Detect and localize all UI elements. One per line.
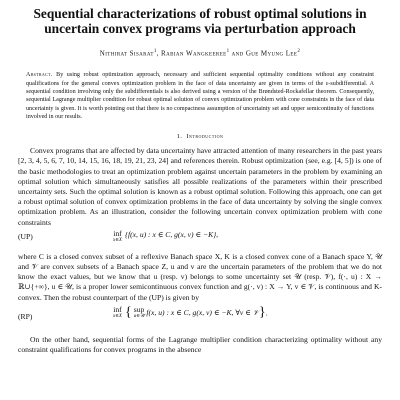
equation-up [18, 230, 382, 250]
author-3: Gue Myung Lee [245, 49, 298, 58]
paper-page [18, 6, 382, 355]
equation-up-inf: inf x∈X [113, 228, 122, 243]
abstract-label: Abstract. [26, 72, 53, 79]
equation-rp-body: inf x∈X { sup u∈𝒰 f(x, u) : x ∈ C, g(x, v) ∈ −K, ∀v ∈ 𝒱}. [113, 304, 268, 320]
author-2-affiliation: 1 [226, 49, 230, 54]
section-title: Introduction [186, 133, 224, 141]
right-brace: } [259, 304, 266, 320]
intro-paragraph-2: where C is a closed convex subset of a reflexive Banach space X, K is a closed convex cone of a Banach space Y, 𝒰 and 𝒱 are convex subsets of a Banach space Z, u and v are the uncertain parameters of the problem that we do not know the exact values, but we know that u (resp. v) belongs to some uncertainty set 𝒰 (resp. 𝒱), f(·, u) : X → ℝ∪{+∞}, u ∈ 𝒰, is a proper lower semicontinuous convex function and g(·, v) : X → Y, v ∈ 𝒱, is continuous and K-convex. Then the robust counterpart of the (UP) is given by [18, 251, 382, 302]
author-1-affiliation: 1 [153, 49, 157, 54]
paper-title [18, 6, 382, 36]
intro-paragraph-1: Convex programs that are affected by data uncertainty have attracted attention of many researchers in the past years [2, 3, 4, 5, 6, 7, 10, 14, 15, 16, 18, 19, 21, 23, 24] and references therein. Robust optimization (see, e.g. [4, 5]) is one of the basic methodologies to treat an optimization problem against uncertain parameters in the problem by examining an optimal solution which simultaneously satisfies all possible realizations of the parameters within their prescribed uncertainty sets. Such the optimal solution is known as a robust optimal solution. Following this approach, one can get a robust optimal solution of convex optimization problems in the face of data uncertainty by solving the single convex optimization problem. As an illustration, consider the following uncertain convex optimization problem with cone constraints [18, 146, 382, 227]
title-line-1: Sequential characterizations of robust optimal solutions in [33, 6, 367, 21]
section-heading [18, 133, 382, 140]
author-3-affiliation: 2 [297, 49, 301, 54]
left-brace: { [124, 304, 132, 320]
equation-up-label: (UP) [18, 231, 33, 241]
equation-up-expression: {f(x, u) : x ∈ C, g(x, v) ∈ −K}, [124, 229, 219, 239]
abstract-text: By using robust optimization approach, necessary and sufficient sequential optimality conditions without any constraint qualifications for the general convex optimization problem in the face of data uncertainty are given in terms of the ε-subdifferential. A sequential condition involving only the subdifferentials is also derived using a version of the Brøndsted-Rockafellar theorem. Consequently, sequential Lagrange multiplier condition for robust optimal solution of convex optimization problem with cone constraints in the face of data uncertainty is given. It is worth pointing out that there is no compactness assumption of uncertainty set and upper semicontinuity of functions involved in our results. [26, 72, 374, 120]
equation-rp-expression: f(x, u) : x ∈ C, g(x, v) ∈ −K, ∀v ∈ 𝒱 [146, 307, 260, 317]
author-1: Nithirat Sisarat [99, 49, 154, 58]
intro-paragraph-3: On the other hand, sequential forms of the Lagrange multiplier condition characterizing optimality without any constraint qualifications for convex programs in the absence [18, 334, 382, 354]
equation-rp [18, 305, 382, 331]
author-list: Nithirat Sisarat$^1$, Rabian Wangkeeree$^1$ and Gue Myung Lee$^2$ [99, 49, 301, 58]
section-number: 1. [176, 133, 183, 141]
equation-rp-inf: inf x∈X [113, 305, 122, 320]
abstract [26, 71, 374, 121]
author-2: Rabian Wangkeeree [161, 49, 227, 58]
title-line-2: uncertain convex programs via perturbation approach [44, 21, 356, 36]
equation-rp-label: (RP) [18, 311, 33, 321]
author-joiner: and [231, 49, 244, 58]
equation-rp-sup: sup u∈𝒰 [133, 305, 145, 320]
equation-up-body [113, 230, 218, 243]
